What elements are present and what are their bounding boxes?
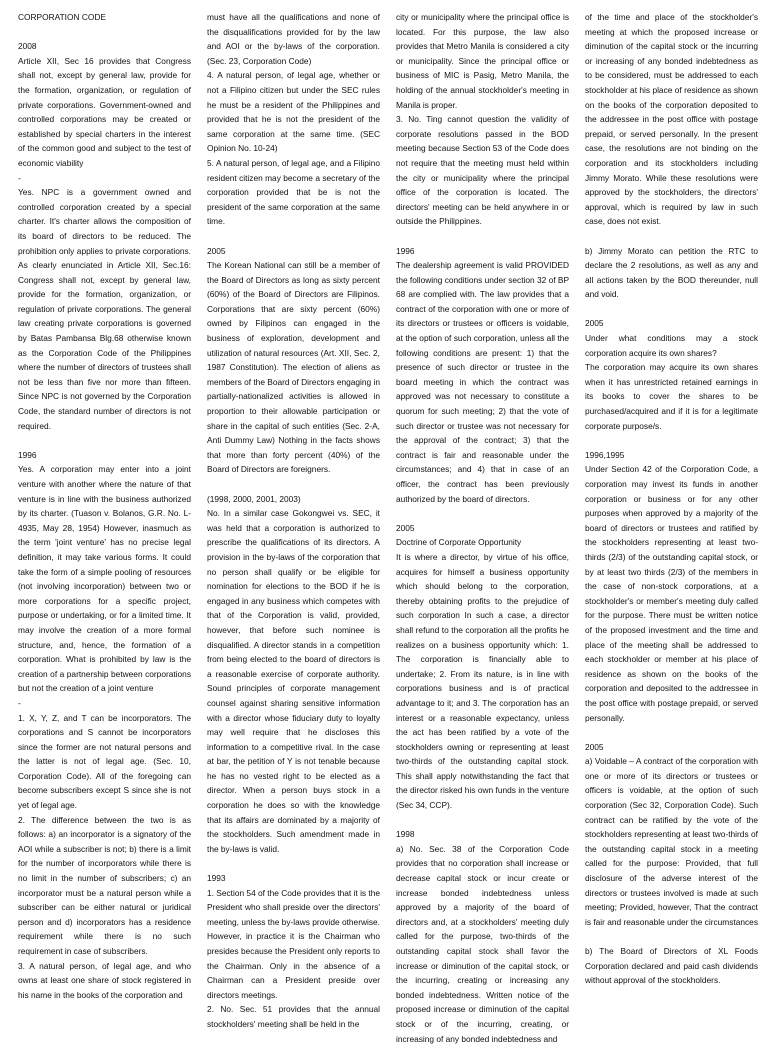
paragraph: It is where a director, by virtue of his office, acquires for himself a business opportunity which should belong to the corporation, thereby obtaining profits to the prejudice of such corporation In such a case, a director shall refund to the corporation all the profits he realizes on a business opportunity which: 1. The corporation is financially able to undertake; 2. From its nature, is in line with corporations business and is of practical advantage to it; and 3. The corporation has an interest or a reasonable expectancy, unless the act has been ratified by a vote of the stockholders owning or representing at least two-thirds of the outstanding capital stock. This shall apply notwithstanding the fact that the director risked his own funds in the venture (Sec 34, CCP). [396,551,569,811]
paragraph: The Korean National can still be a member of the Board of Directors as long as sixty percent (60%) of the Board of Directors are Filipinos. Corporations that are sixty percent (60%) owned by Filipinos can engaged in the business of exploration, development and utilization of natural resources (Art. XII, Sec. 2, 1987 Constitution). The election of aliens as members of the Board of Directors engaging in partially-nationalized activities is allowed in proportion to their allowable participation or share in the capital of such entities (Sec. 2-A, Anti Dummy Law) Nothing in the facts shows that more than forty percent (40%) of the Board of Directors are foreigners. [207,260,380,475]
paragraph: 1. Section 54 of the Code provides that it is the President who shall preside over the directors' meeting, unless the by-laws provide otherwise. However, in practice it is the Chairman who presides because the President only reports to the Chairman. Only in the absence of a Chairman can a President preside over directors meetings. [207,887,381,1000]
paragraph: a) Voidable – A contract of the corporation with one or more of its directors or trustees or officers is voidable, at the option of such corporation (Sec 32, Corporation Code). Such contract can be ratified by the vote of the stockholders representing at least two-thirds of the outstanding capital stock in a meeting called for the purpose: Provided, that full disclosure of the adverse interest of the directors or trustees involved is made at such meeting; Provided, however, That the contract is fair and reasonable under the circumstances [585,756,758,927]
question: Under what conditions may a stock corporation acquire its own shares? [585,333,758,358]
section-year: 1998 [396,829,415,840]
column-2 [207,10,381,1029]
document-title: CORPORATION CODE [18,12,106,22]
paragraph: b) Jimmy Morato can petition the RTC to declare the 2 resolutions, as well as any and all actions taken by the BOD thereunder, null and void. [585,245,758,300]
paragraph: 2. No. Sec. 51 provides that the annual stockholders' meeting shall be held in the [207,1004,380,1029]
section-year: 2005 [585,741,604,752]
column-3 [396,10,570,1044]
section-year: 2008 [18,41,37,52]
section-year: 1996 [18,449,37,460]
paragraph: b) The Board of Directors of XL Foods Corporation declared and paid cash dividends without approval of the stockholders. [585,946,758,986]
section-heading: Doctrine of Corporate Opportunity [396,537,522,548]
paragraph: must have all the qualifications and none of the disqualifications provided for by the law and AOI or the by-laws of the corporation. (Sec. 23, Corporation Code) [207,12,380,66]
paragraph: Yes. A corporation may enter into a joint venture with another where the nature of that venture is in line with the business authorized by its charter. (Tuason v. Bolanos, G.R. No. L-4935, May 28, 1954) However, inasmuch as the term 'joint venture' has no precise legal definition, it may take various forms. It could take the form of a simple pooling of resources (not involving incorporation) between two or more corporations for a specific project, purpose or undertaking, or for a limited time. It may involve the creation of a more formal structure, and, hence, the formation of a corporation. What is prohibited by law is the creation of a partnership between corporations but not the creation of a joint venture [18,464,191,694]
paragraph: city or municipality where the principal office is located. For this purpose, the law also provides that Metro Manila is considered a city or municipality. Since the principal office or business of MIC is Pasig, Metro Manila, the holding of the annual stockholder's meeting in Manila is proper. [396,12,569,110]
section-year: 2005 [396,522,415,533]
column-4 [585,10,758,1024]
section-year: 1996 [396,245,415,256]
paragraph: The corporation may acquire its own shares when it has unrestricted retained earnings in its books to cover the shares to be purchased/acquired and if it is for a legitimate corporate purpose/s. [585,362,758,431]
column-1 [18,10,191,1024]
paragraph: 3. A natural person, of legal age, and who owns at least one share of stock registered in his name in the books of the corporation and [18,960,191,1000]
paragraph: No. In a similar case Gokongwei vs. SEC, it was held that a corporation is authorized to prescribe the qualifications of its directors. A provision in the by-laws of the corporation that no person shall qualify or be eligible for nomination for elections to the BOD if he is engaged in any business which competes with that of the Corporation is valid, provided, however, that before such nominee is disqualified. A director stands in a competition from being elected to the board of directors is a reasonable exercise of corporate authority. Sound principles of corporate management counsel against sharing sensitive information with a director whose fiduciary duty to loyalty may well require that he discloses this information to a competitive rival. In the case at bar, the petition of Y is not tenable because he has no vested right to be elected as a director. When a person buys stock in a corporation he does so with the knowledge that its affairs are dominated by a majority of the stockholders. Such amendment made in the by-laws is valid. [207,508,380,854]
section-year: 2005 [207,245,226,256]
separator-mark: - [18,172,21,183]
section-year: 1996,1995 [585,449,625,460]
paragraph: 1. X, Y, Z, and T can be incorporators. The corporations and S cannot be incorporators since the former are not natural persons and the latter is not of legal age. (Sec. 10, Corporation Code). All of the foregoing can become subscribers except S since she is not yet of legal age. [18,712,191,811]
paragraph: 5. A natural person, of legal age, and a Filipino resident citizen may become a secretary of the corporation provided that be is not the president of the same corporation at the same time. [207,157,380,227]
paragraph: 3. No. Ting cannot question the validity of corporate resolutions passed in the BOD meeting because Section 53 of the Code does not require that the meeting must held within the city or municipality where the principal office of the corporation is located. The directors' meeting can be held anywhere in or outside the Philippines. [396,114,569,227]
paragraph: 4. A natural person, of legal age, whether or not a Filipino citizen but under the SEC rules he must be a resident of the Philippines and provided that he is not the president of the same corporation at the same time. (SEC Opinion No. 10-24) [207,70,380,154]
section-year: (1998, 2000, 2001, 2003) [207,493,301,504]
paragraph: of the time and place of the stockholder's meeting at which the proposed increase or diminution of the capital stock or the incurring or increasing of any bonded indebtedness as to be considered, must be addressed to each stockholder at his place of residence as shown on the books of the corporation deposited to the addressee in the post office with postage prepaid, or served personally. In the present case, the resolutions are not binding on the corporation and its stockholders including Jimmy Morato. While these resolutions were approved by the stockholders, the directors' approval, which is required by law in such case, does not exist. [585,12,758,227]
section-year: 2005 [585,318,604,329]
section-year: 1993 [207,873,226,884]
paragraph: a) No. Sec. 38 of the Corporation Code provides that no corporation shall increase or decrease capital stock or incur create or increase bonded indebtedness unless approved by a majority of the board of directors and, at a stockholders' meeting duly called for the purpose, two-thirds of the outstanding capital stock shall favor the increase or diminution of the capital stock, or the incurring, creating or increasing any bonded indebtedness. Written notice of the proposed increase or diminution of the capital stock or of the incurring, creating, or increasing of any bonded indebtedness and [396,843,569,1044]
paragraph: Under Section 42 of the Corporation Code, a corporation may invest its funds in another corporation or business or for any other purposes when approved by a majority of the board of directors or trustees and ratified by the stockholders representing at least two- thirds (2/3) of the outstanding capital stock, or by at least two thirds (2/3) of the members in the case of non-stock corporations, at a stockholder's or member's meeting duly called for the purpose. There must be written notice of the proposed investment and the time and place of the meeting shall be addressed to each stockholder or member at his place of residence as shown on the books of the corporation and deposited to the addressee in the post office with postage prepaid, or served personally. [585,464,758,723]
separator-mark: - [18,697,21,708]
paragraph: 2. The difference between the two is as follows: a) an incorporator is a signatory of the AOI while a subscriber is not; b) there is a limit for the number of incorporators while there is no limit in the number of subscribers; c) an incorporator must be a natural person while a subscriber can be either natural or juridical person and d) incorporators has a residence requirement while there is no such requirement in case of subscribers. [18,814,191,956]
paragraph: Yes. NPC is a government owned and controlled corporation created by a special charter. It's charter allows the composition of its board of directors to be reduced. The prohibition only applies to private corporations. As clearly enunciated in Article XII, Sec.16: Congress shall not, except by general law, provide for the formation, organization, or regulation of private corporations. The general law creating private corporations is governed by Batas Pambansa Blg.68 otherwise known as the Corporation Code of the Philippines where the number of directors of trustees shall not be less than five nor more than fifteen. Since NPC is not governed by the Corporation Code, the standard number of directors is not required. [18,187,191,431]
paragraph: The dealership agreement is valid PROVIDED the following conditions under section 32 of BP 68 are complied with. The law provides that a contract of the corporation with one or more of its directors or trustees or officers is voidable, at the option of such corporation, unless all the following conditions are present: 1) that the presence of such director or trustee in the board meeting in which the contract was approved was not necessary to constitute a quorum for such meeting; 2) that the vote of such director or trustee was not necessary for the approval of the contract; 3) that the contract is fair and reasonable under the circumstances; and 4) that in case of an officer, the contract has been previously authorized by the board of directors. [396,260,570,504]
paragraph: Article XII, Sec 16 provides that Congress shall not, except by general law, provide for the formation, organization, or regulation of private corporations. Government-owned and controlled corporations may be created or established by special charters in the interest of the common good and subject to the test of economic viability [18,55,191,168]
